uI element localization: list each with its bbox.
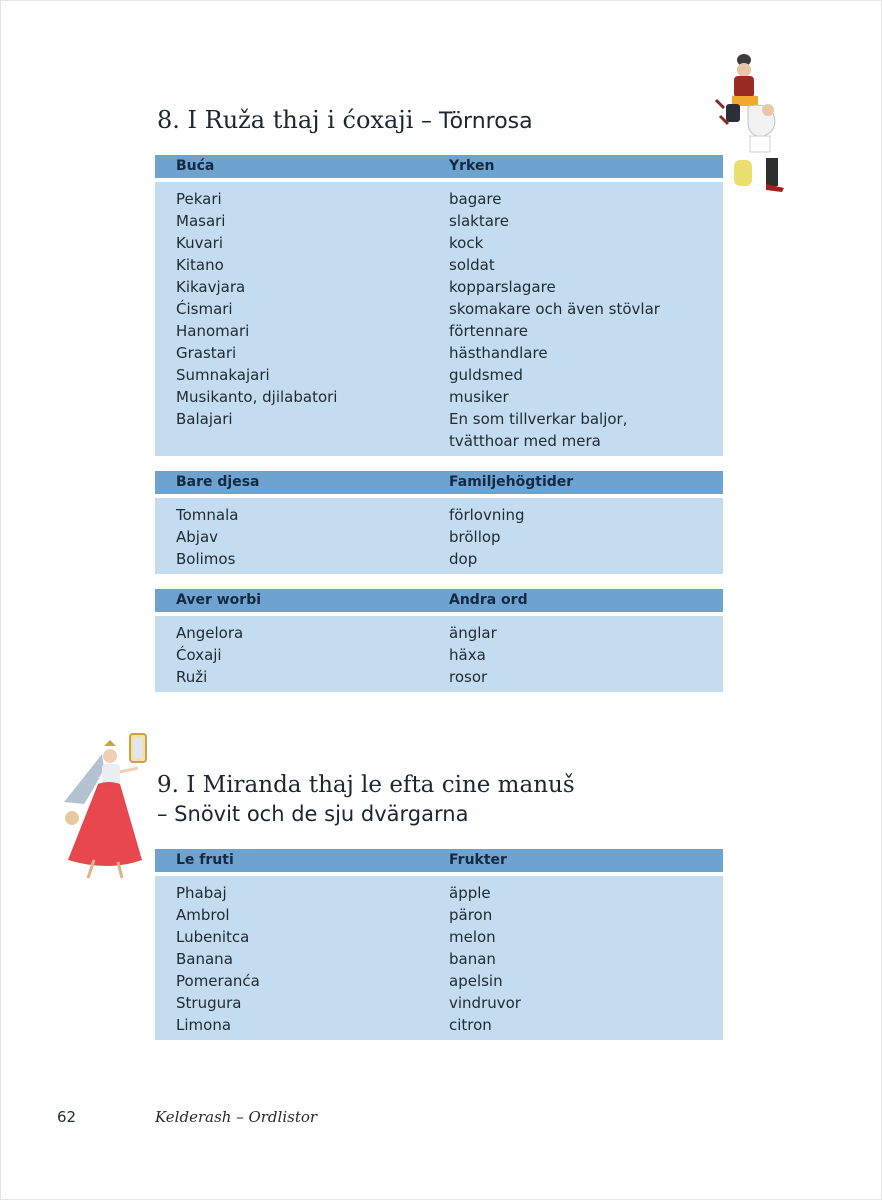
romani-word: Kikavjara xyxy=(176,278,246,296)
trades-table-body xyxy=(155,182,723,456)
romani-word: Ćoxaji xyxy=(176,646,222,664)
header-col-swedish: Yrken xyxy=(449,158,495,174)
swedish-word: päron xyxy=(449,906,493,924)
table-row xyxy=(155,948,723,970)
swedish-word: banan xyxy=(449,950,496,968)
romani-word: Abjav xyxy=(176,528,219,546)
fruits-table xyxy=(155,849,723,1040)
section-8-title-text: 8. I Ruža thaj i ćoxaji xyxy=(157,106,414,134)
romani-word: Balajari xyxy=(176,410,233,428)
section-9-subtitle: – Snövit och de sju dvärgarna xyxy=(157,802,469,826)
romani-word: Kuvari xyxy=(176,234,223,252)
header-col-romani: Aver worbi xyxy=(176,592,262,608)
woman-mirror-illustration xyxy=(58,732,158,890)
romani-word: Musikanto, djilabatori xyxy=(176,388,338,406)
swedish-word: guldsmed xyxy=(449,366,523,384)
table-row xyxy=(155,342,723,364)
table-row xyxy=(155,622,723,644)
trades-table xyxy=(155,155,723,456)
table-row xyxy=(155,666,723,688)
swedish-word: soldat xyxy=(449,256,495,274)
romani-word: Tomnala xyxy=(176,506,239,524)
swedish-word: apelsin xyxy=(449,972,503,990)
swedish-word: hästhandlare xyxy=(449,344,548,362)
table-row xyxy=(155,232,723,254)
section-8-subtitle: – Törnrosa xyxy=(421,109,533,134)
fruits-table-body xyxy=(155,876,723,1040)
header-col-swedish: Andra ord xyxy=(449,592,528,608)
romani-word: Masari xyxy=(176,212,226,230)
page-number: 62 xyxy=(57,1108,77,1126)
table-row xyxy=(155,210,723,232)
swedish-word: bröllop xyxy=(449,528,501,546)
header-col-swedish: Frukter xyxy=(449,852,507,868)
other-words-table-header xyxy=(155,589,723,612)
book-title: Kelderash – Ordlistor xyxy=(155,1108,318,1126)
romani-word: Ambrol xyxy=(176,906,230,924)
swedish-word: förtennare xyxy=(449,322,529,340)
trades-table-header xyxy=(155,155,723,178)
other-words-table-body xyxy=(155,616,723,692)
swedish-word: musiker xyxy=(449,388,509,406)
section-8-title xyxy=(157,106,533,134)
table-row xyxy=(155,298,723,320)
romani-word: Sumnakajari xyxy=(176,366,270,384)
romani-word: Pekari xyxy=(176,190,222,208)
table-row xyxy=(155,548,723,570)
table-row xyxy=(155,276,723,298)
family-celebrations-table-header xyxy=(155,471,723,494)
table-row xyxy=(155,188,723,210)
table-row xyxy=(155,408,723,430)
swedish-word: bagare xyxy=(449,190,502,208)
table-row xyxy=(155,644,723,666)
swedish-word: slaktare xyxy=(449,212,509,230)
section-9-title: 9. I Miranda thaj le efta cine manuš xyxy=(157,772,575,798)
table-row xyxy=(155,926,723,948)
table-row xyxy=(155,430,723,452)
romani-word: Limona xyxy=(176,1016,232,1034)
romani-word: Bolimos xyxy=(176,550,236,568)
table-row xyxy=(155,254,723,276)
romani-word: Angelora xyxy=(176,624,244,642)
romani-word: Phabaj xyxy=(176,884,227,902)
table-row xyxy=(155,1014,723,1036)
romani-word: Pomeranća xyxy=(176,972,260,990)
other-words-table xyxy=(155,589,723,692)
table-row xyxy=(155,992,723,1014)
romani-word: Hanomari xyxy=(176,322,250,340)
table-row xyxy=(155,526,723,548)
swedish-word: äpple xyxy=(449,884,491,902)
romani-word: Strugura xyxy=(176,994,242,1012)
table-row xyxy=(155,320,723,342)
table-row xyxy=(155,904,723,926)
table-row xyxy=(155,386,723,408)
swedish-word: kopparslagare xyxy=(449,278,556,296)
swedish-word: förlovning xyxy=(449,506,525,524)
header-col-romani: Buća xyxy=(176,158,215,174)
table-row xyxy=(155,970,723,992)
table-row xyxy=(155,882,723,904)
swedish-word: änglar xyxy=(449,624,497,642)
swedish-word: kock xyxy=(449,234,484,252)
swedish-word: rosor xyxy=(449,668,488,686)
table-row xyxy=(155,364,723,386)
swedish-word: tvätthoar med mera xyxy=(449,432,601,450)
romani-word: Kitano xyxy=(176,256,224,274)
family-celebrations-table-body xyxy=(155,498,723,574)
swedish-word: melon xyxy=(449,928,496,946)
swedish-word: vindruvor xyxy=(449,994,521,1012)
header-col-romani: Bare djesa xyxy=(176,474,260,490)
romani-word: Grastari xyxy=(176,344,237,362)
romani-word: Banana xyxy=(176,950,233,968)
header-col-romani: Le fruti xyxy=(176,852,234,868)
fruits-table-header xyxy=(155,849,723,872)
swedish-word: En som tillverkar baljor, xyxy=(449,410,628,428)
swedish-word: häxa xyxy=(449,646,486,664)
family-celebrations-table xyxy=(155,471,723,574)
romani-word: Lubenitca xyxy=(176,928,250,946)
table-row xyxy=(155,504,723,526)
header-col-swedish: Familjehögtider xyxy=(449,474,574,490)
romani-word: Ruži xyxy=(176,668,208,686)
swedish-word: citron xyxy=(449,1016,492,1034)
swedish-word: skomakare och även stövlar xyxy=(449,300,660,318)
romani-word: Ćismari xyxy=(176,300,233,318)
swedish-word: dop xyxy=(449,550,478,568)
